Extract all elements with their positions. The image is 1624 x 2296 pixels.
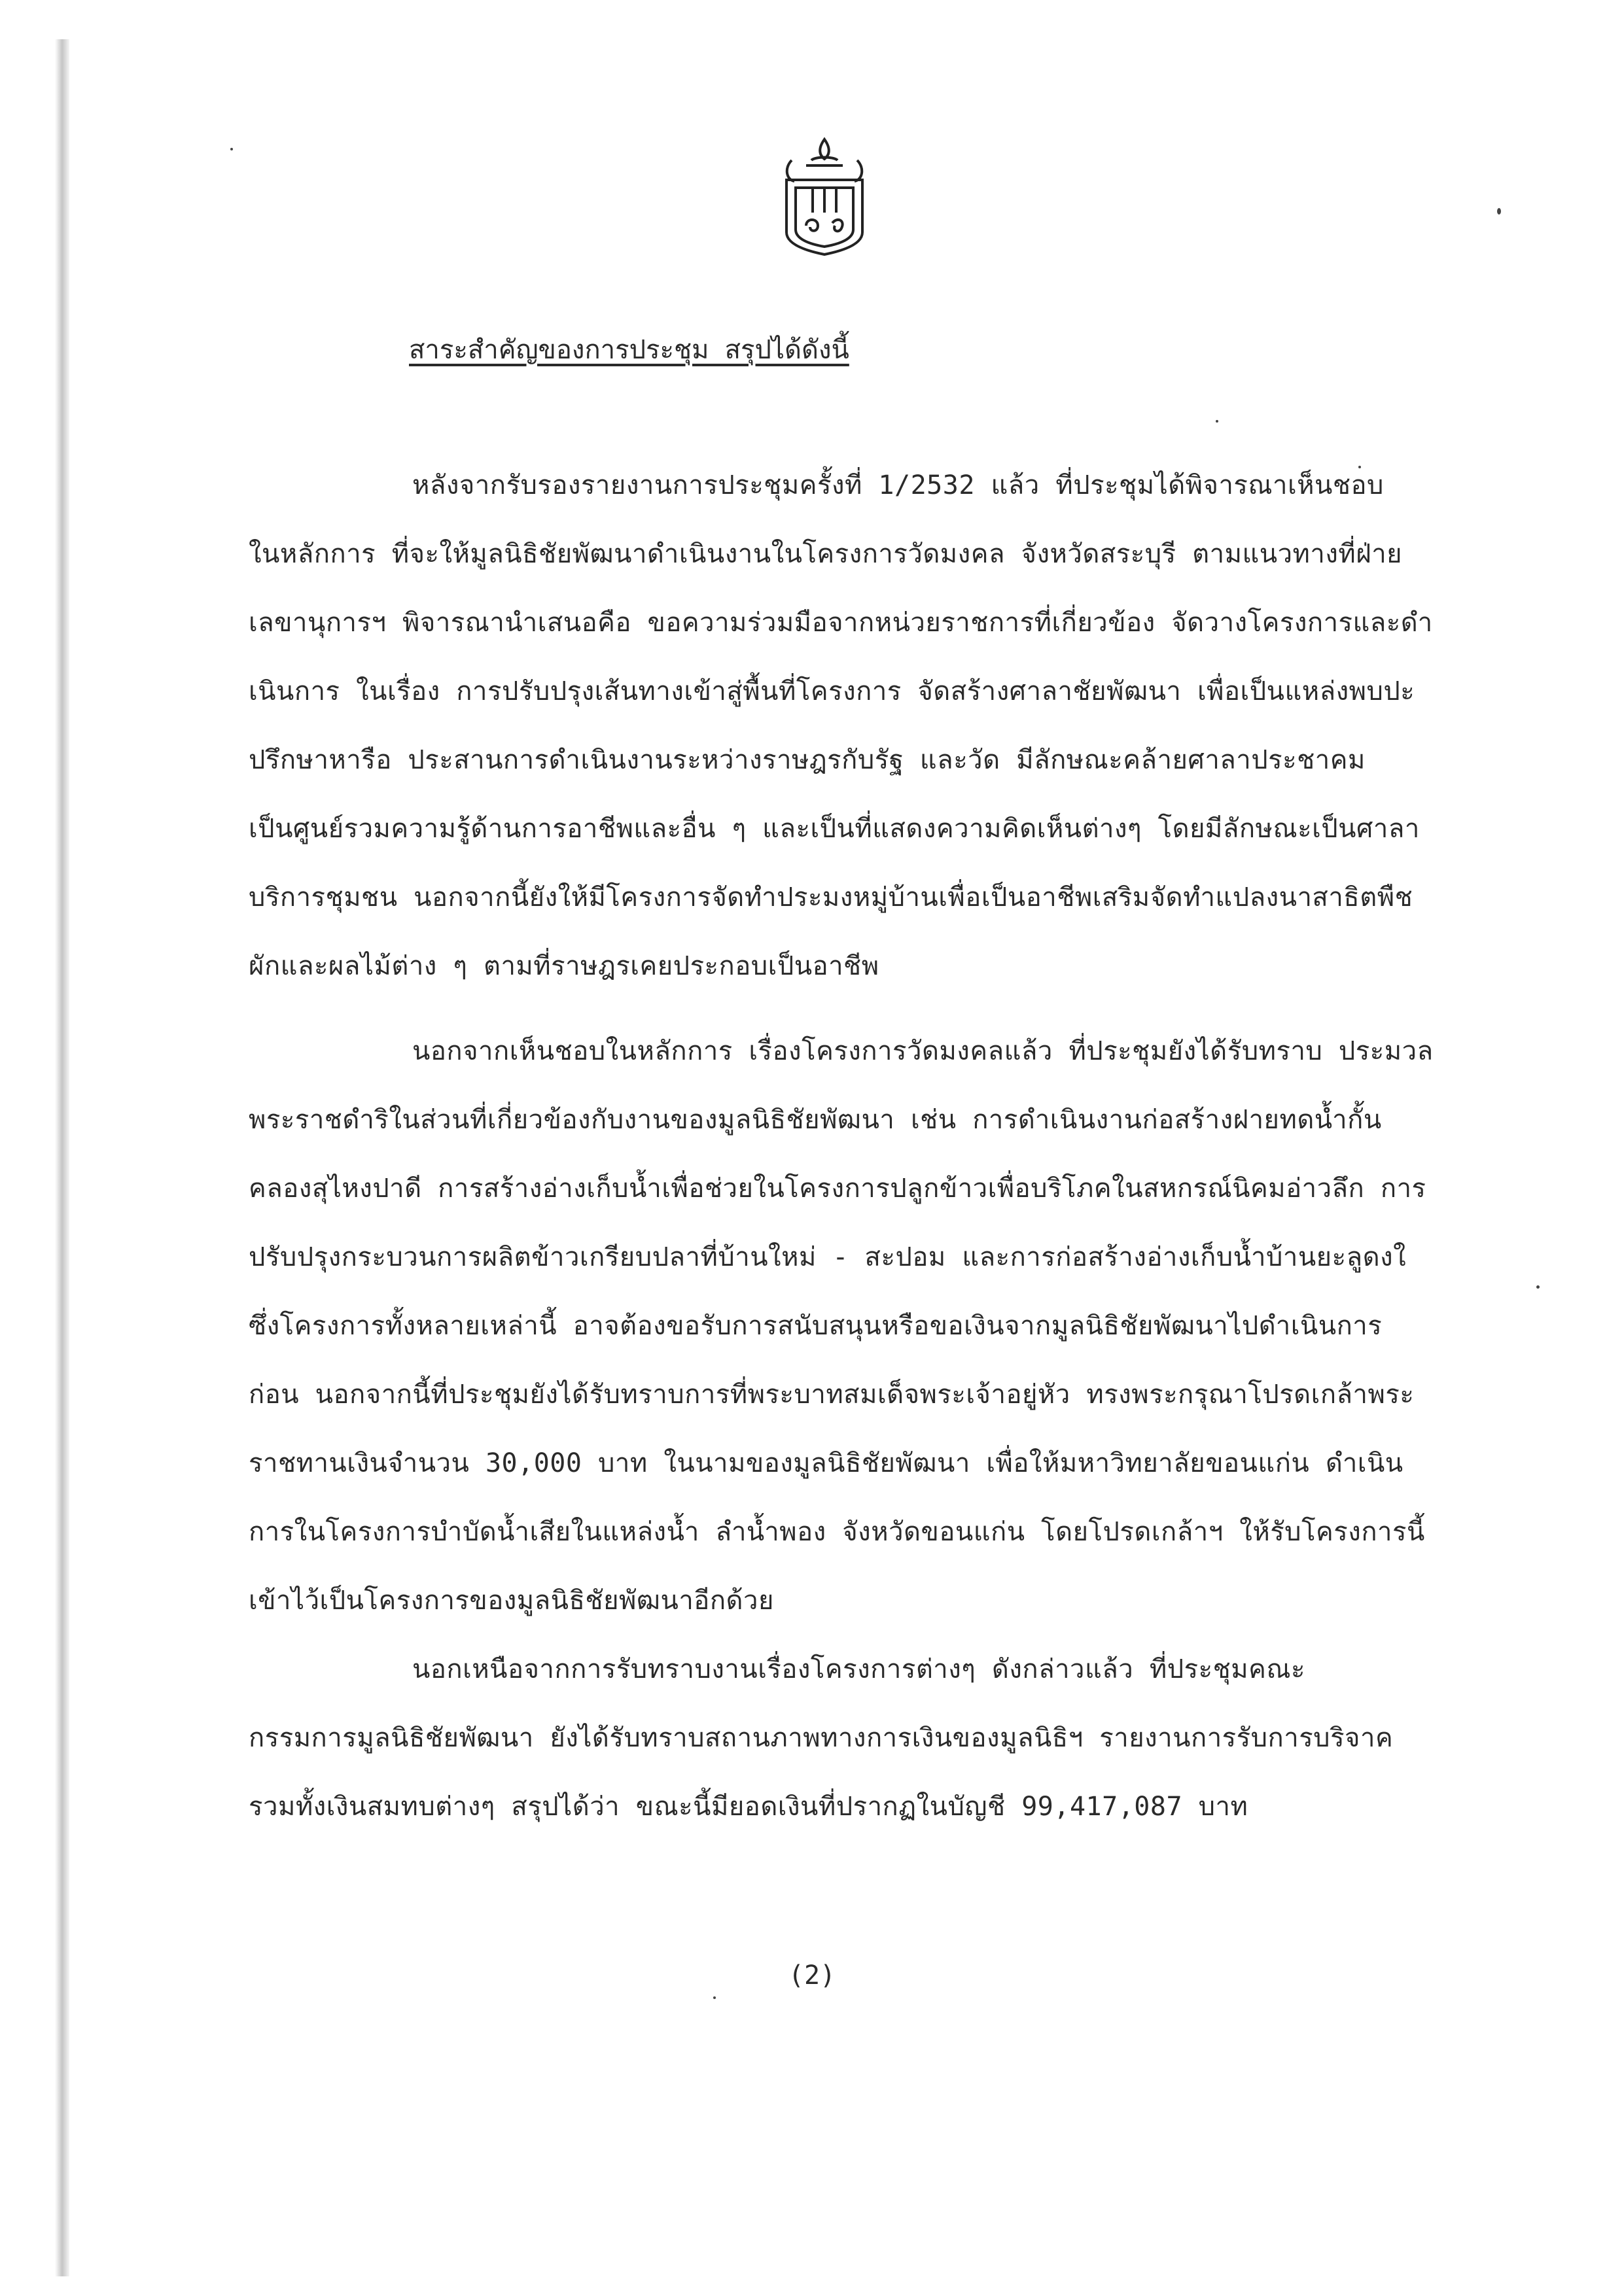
paragraph-line: เลขานุการฯ พิจารณานำเสนอคือ ขอความร่วมมือจากหน่วยราชการที่เกี่ยวข้อง จัดวางโครงการและดำ — [249, 608, 1433, 638]
paragraph-line: ก่อน นอกจากนี้ที่ประชุมยังได้รับทราบการที่พระบาทสมเด็จพระเจ้าอยู่หัว ทรงพระกรุณาโปรดเกล้าพระ — [249, 1380, 1415, 1410]
paragraph-2 — [249, 1017, 1434, 1635]
paragraph-line: ผักและผลไม้ต่าง ๆ ตามที่ราษฎรเคยประกอบเป็นอาชีพ — [249, 951, 879, 981]
scan-speck — [1497, 208, 1501, 215]
paragraph-line: ปรับปรุงกระบวนการผลิตข้าวเกรียบปลาที่บ้านใหม่ - สะปอม และการก่อสร้างอ่างเก็บน้ำบ้านยะลูดงใ — [249, 1242, 1407, 1272]
scan-speck — [230, 148, 233, 150]
paragraph-line: เนินการ ในเรื่อง การปรับปรุงเส้นทางเข้าสู่พื้นที่โครงการ จัดสร้างศาลาชัยพัฒนา เพื่อเป็นแหล่งพบปะ — [249, 676, 1415, 706]
paragraph-line: พระราชดำริในส่วนที่เกี่ยวข้องกับงานของมูลนิธิชัยพัฒนา เช่น การดำเนินงานก่อสร้างฝายทดน้ำกั้น — [249, 1105, 1382, 1135]
paragraph-line: ราชทานเงินจำนวน 30,000 บาท ในนามของมูลนิธิชัยพัฒนา เพื่อให้มหาวิทยาลัยขอนแก่น ดำเนิน — [249, 1448, 1403, 1478]
paragraph-line: หลังจากรับรองรายงานการประชุมครั้งที่ 1/2532 แล้ว ที่ประชุมได้พิจารณาเห็นชอบ — [412, 470, 1384, 500]
paragraph-line: เป็นศูนย์รวมความรู้ด้านการอาชีพและอื่น ๆ และเป็นที่แสดงความคิดเห็นต่างๆ โดยมีลักษณะเป็นศาลา — [249, 814, 1420, 844]
paragraph-3 — [249, 1635, 1426, 1841]
scan-speck — [1216, 420, 1218, 423]
paragraph-line: บริการชุมชน นอกจากนี้ยังให้มีโครงการจัดทำประมงหมู่บ้านเพื่อเป็นอาชีพเสริมจัดทำแปลงนาสาธิตพืช — [249, 882, 1413, 913]
scan-speck — [1358, 466, 1361, 468]
chaipattana-emblem-icon — [772, 134, 877, 258]
paragraph-line: คลองสุไหงปาดี การสร้างอ่างเก็บน้ำเพื่อช่วยในโครงการปลูกข้าวเพื่อบริโภคในสหกรณ์นิคมอ่าวลึก การ — [249, 1174, 1426, 1204]
paragraph-line: เข้าไว้เป็นโครงการของมูลนิธิชัยพัฒนาอีกด้วย — [249, 1586, 774, 1616]
section-heading: สาระสำคัญของการประชุม สรุปได้ดังนี้ — [409, 335, 849, 365]
scan-edge-shadow — [55, 39, 69, 2276]
paragraph-line: รวมทั้งเงินสมทบต่างๆ สรุปได้ว่า ขณะนี้มียอดเงินที่ปรากฏในบัญชี 99,417,087 บาท — [249, 1792, 1248, 1822]
paragraph-line: ซึ่งโครงการทั้งหลายเหล่านี้ อาจต้องขอรับการสนับสนุนหรือขอเงินจากมูลนิธิชัยพัฒนาไปดำเนินการ — [249, 1311, 1383, 1341]
paragraph-line: กรรมการมูลนิธิชัยพัฒนา ยังได้รับทราบสถานภาพทางการเงินของมูลนิธิฯ รายงานการรับการบริจาค — [249, 1723, 1394, 1753]
paragraph-line: นอกจากเห็นชอบในหลักการ เรื่องโครงการวัดมงคลแล้ว ที่ประชุมยังได้รับทราบ ประมวล — [412, 1036, 1434, 1066]
paragraph-line: การในโครงการบำบัดน้ำเสียในแหล่งน้ำ ลำน้ำพอง จังหวัดขอนแก่น โดยโปรดเกล้าฯ ให้รับโครงการนี้ — [249, 1517, 1425, 1547]
paragraph-line: นอกเหนือจากการรับทราบงานเรื่องโครงการต่างๆ ดังกล่าวแล้ว ที่ประชุมคณะ — [412, 1654, 1305, 1684]
paragraph-line: ปรึกษาหารือ ประสานการดำเนินงานระหว่างราษฎรกับรัฐ และวัด มีลักษณะคล้ายศาลาประชาคม — [249, 745, 1366, 775]
scan-speck — [713, 1996, 716, 1999]
page-number: (2) — [788, 1960, 836, 1991]
paragraph-line: ในหลักการ ที่จะให้มูลนิธิชัยพัฒนาดำเนินงานในโครงการวัดมงคล จังหวัดสระบุรี ตามแนวทางที่ฝ่าย — [249, 539, 1403, 569]
scan-speck — [1536, 1285, 1540, 1289]
paragraph-1 — [249, 451, 1433, 1001]
